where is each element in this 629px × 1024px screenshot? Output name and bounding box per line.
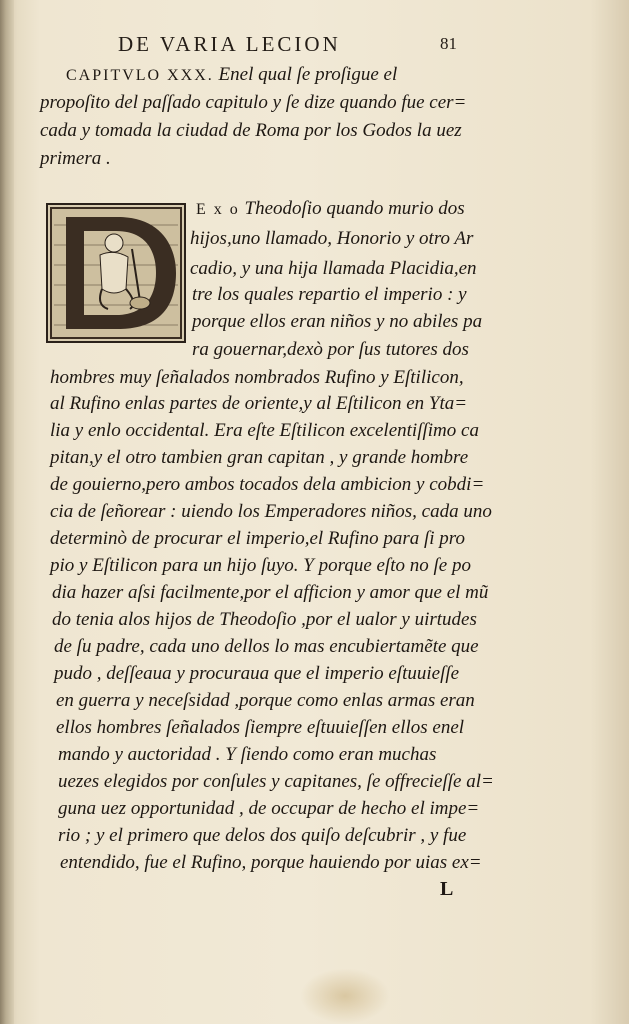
page-number: 81 — [440, 34, 457, 53]
body-line: pio y Eſtilicon para un hijo ſuyo. Y porque eſto no ſe po — [50, 555, 471, 576]
body-line: guna uez opportunidad , de occupar de hecho el impe= — [58, 798, 480, 819]
body-line: de ſu padre, cada uno dellos lo mas encubiertamẽte que — [54, 636, 479, 657]
chapter-heading-line-3: cada y tomada la ciudad de Roma por los Godos la uez — [40, 120, 462, 141]
body-line: rio ; y el primero que delos dos quiſo deſcubrir , y fue — [58, 825, 467, 846]
indented-line-6: ra gouernar,dexò por ſus tutores dos — [192, 339, 469, 360]
body-line: uezes elegidos por conſules y capitanes, ſe offrecieſſe al= — [58, 771, 494, 792]
body-line: hombres muy ſeñalados nombrados Rufino y Eſtilicon, — [50, 367, 464, 388]
decorated-initial — [46, 203, 186, 343]
body-line: pitan,y el otro tambien gran capitan , y grande hombre — [50, 447, 469, 468]
indented-line-2: hijos,uno llamado, Honorio y otro Ar — [190, 228, 474, 249]
body-line: de gouierno,pero ambos tocados dela ambicion y cobdi= — [50, 474, 485, 495]
first-line-text: Theodoſio quando murio dos — [244, 198, 465, 219]
initial-d-illustration — [48, 205, 184, 341]
page-header — [118, 30, 518, 62]
body-first-line — [196, 196, 465, 223]
chapter-label: CAPITVLO XXX. — [66, 67, 214, 84]
body-line: pudo , deſſeaua y procuraua que el imperio eſtuuieſſe — [54, 663, 460, 684]
indented-line-5: porque ellos eran niños y no abiles pa — [192, 311, 483, 332]
water-stain — [300, 968, 390, 1024]
chapter-heading-line-4: primera . — [40, 148, 111, 169]
body-line: lia y enlo occidental. Era eſte Eſtilicon excelentiſſimo ca — [50, 420, 479, 441]
body-line: ellos hombres ſeñalados ſiempre eſtuuieſſen ellos enel — [56, 717, 465, 738]
chapter-heading-line-1 — [66, 62, 397, 89]
body-line: al Rufino enlas partes de oriente,y al Eſtilicon en Yta= — [50, 393, 468, 414]
chapter-title-part: Enel qual ſe proſigue el — [218, 64, 398, 85]
body-line: determinò de procurar el imperio,el Rufino para ſi pro — [50, 528, 465, 549]
body-line: dia hazer aſsi facilmente,por el afficion y amor que el mũ — [52, 582, 489, 603]
body-line: cia de ſeñorear : uiendo los Emperadores niños, cada uno — [50, 501, 492, 522]
body-line: entendido, fue el Rufino, porque hauiendo por uias ex= — [60, 852, 482, 873]
indented-line-3: cadio, y una hija llamada Placidia,en — [190, 258, 477, 279]
catchword: L — [440, 878, 454, 900]
body-line: do tenia alos hijos de Theodoſio ,por el ualor y uirtudes — [52, 609, 477, 630]
body-line: en guerra y neceſsidad ,porque como enlas armas eran — [56, 690, 475, 711]
indented-line-4: tre los quales repartio el imperio : y — [192, 284, 467, 305]
chapter-heading-line-2: propoſito del paſſado capitulo y ſe dize quando fue cer= — [40, 92, 467, 113]
binding-gutter — [0, 0, 14, 1024]
first-word-caps: E x o — [196, 201, 240, 218]
running-head: DE VARIA LECION — [118, 32, 341, 56]
body-line: mando y auctoridad . Y ſiendo como eran muchas — [58, 744, 437, 765]
